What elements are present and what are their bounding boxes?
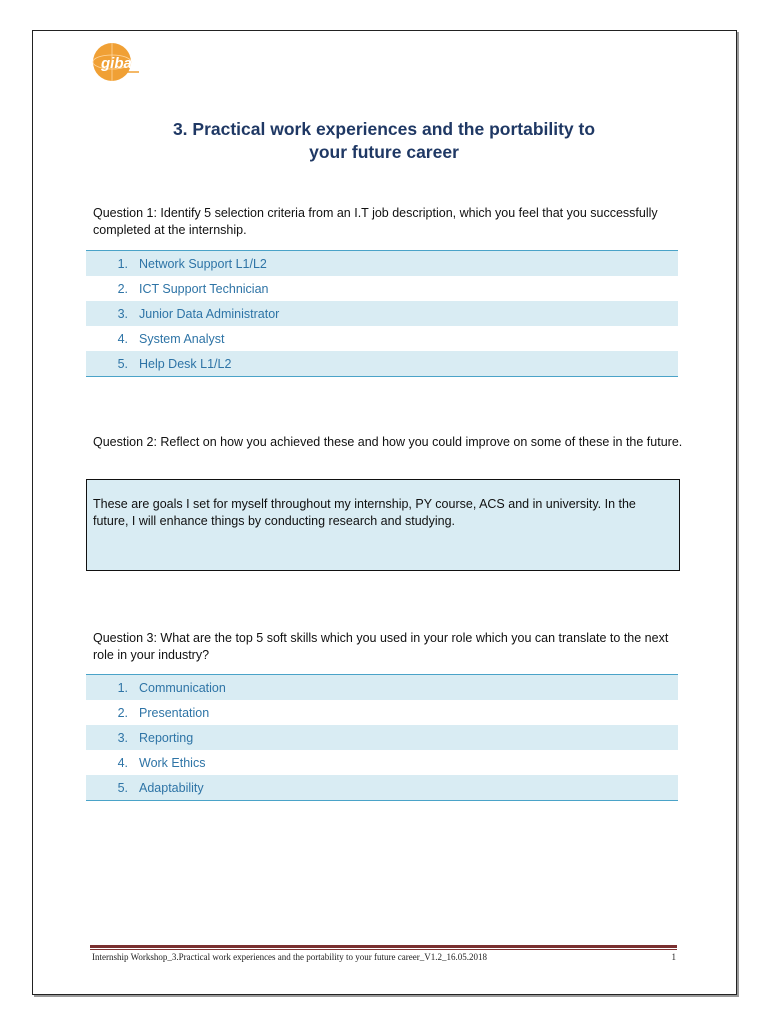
list-item-label: Adaptability (139, 780, 204, 795)
list-item-label: Reporting (139, 730, 194, 745)
list-item-label: Communication (139, 680, 226, 695)
list-item-label: Junior Data Administrator (139, 306, 280, 321)
list-item-label: System Analyst (139, 331, 225, 346)
list-item (86, 351, 678, 376)
svg-text:giba: giba (101, 55, 132, 72)
footer-divider (90, 945, 677, 948)
list-item (86, 251, 678, 276)
page-title (100, 118, 668, 164)
question-1-text: Question 1: Identify 5 selection criteria from an I.T job description, which you feel that you successfully completed at the internship. (93, 206, 658, 237)
list-item-number: 4. (117, 331, 128, 346)
list-item-number: 5. (117, 356, 128, 371)
list-item (86, 750, 678, 775)
list-item-number: 5. (117, 780, 128, 795)
question-1-list (86, 250, 678, 377)
list-item-label: Presentation (139, 705, 210, 720)
list-item-number: 2. (117, 281, 128, 296)
list-item (86, 301, 678, 326)
footer-text: Internship Workshop_3.Practical work experiences and the portability to your future career_V1.2_16.05.2018 (92, 952, 487, 962)
list-item (86, 725, 678, 750)
list-item-number: 4. (117, 755, 128, 770)
list-item-label: ICT Support Technician (139, 281, 269, 296)
question-2-answer: These are goals I set for myself throughout my internship, PY course, ACS and in university. In the future, I will enhance things by conducting research and studying. (86, 479, 680, 571)
question-2-text: Question 2: Reflect on how you achieved these and how you could improve on some of these in the future. (93, 435, 683, 449)
list-item-number: 3. (117, 730, 128, 745)
list-item-label: Work Ethics (139, 755, 206, 770)
list-item-number: 2. (117, 705, 128, 720)
list-item (86, 775, 678, 800)
title-line-2: your future career (309, 142, 459, 162)
list-item-number: 1. (117, 256, 128, 271)
list-item (86, 675, 678, 700)
question-3-list (86, 674, 678, 801)
giba-logo (92, 41, 140, 83)
list-item (86, 326, 678, 351)
title-line-1: 3. Practical work experiences and the portability to (172, 119, 596, 139)
list-item-number: 3. (117, 306, 128, 321)
list-item (86, 276, 678, 301)
footer-divider-thin (90, 949, 677, 950)
question-3-text: Question 3: What are the top 5 soft skills which you used in your role which you can translate to the next role in your industry? (93, 631, 669, 662)
list-item (86, 700, 678, 725)
list-item-number: 1. (117, 680, 128, 695)
list-item-label: Network Support L1/L2 (139, 256, 267, 271)
page-number: 1 (671, 952, 676, 962)
list-item-label: Help Desk L1/L2 (139, 356, 232, 371)
